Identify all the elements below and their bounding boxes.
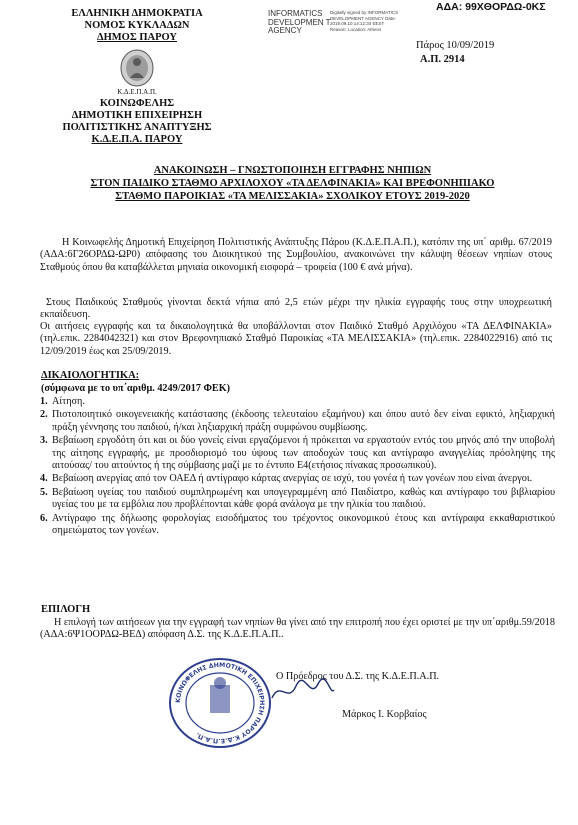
issuer-header — [52, 8, 222, 146]
list-item-text: Πιστοποιητικό οικογενειακής κατάστασης (έκδοσης τελευταίου εξαμήνου) και όπου αυτό δεν είναι εφικτό, ληξιαρχική πράξη γέννησης του παιδιού, ή/και ληξιαρχική πράξη συμφώνου συμβίωσης. — [52, 409, 555, 433]
list-item-text: Βεβαίωση ανεργίας από τον ΟΑΕΔ ή αντίγραφο κάρτας ανεργίας σε ισχύ, του γονέα ή των γονέων που είναι άνεργοι. — [52, 473, 533, 485]
list-item — [40, 513, 555, 538]
list-item-text: Αντίγραφο της δήλωσης φορολογίας εισοδήματος του τρέχοντος οικονομικού έτους και αντίγραφα εκκαθαριστικού σημειώματος των γονέων. — [52, 512, 555, 537]
protocol-number: Α.Π. 2914 — [420, 54, 465, 65]
list-item-number: 5. — [40, 486, 48, 498]
list-item-text: Βεβαίωση εργοδότη ότι και οι δύο γονείς είναι εργαζόμενοι ή πρόκειται να εργαστούν εντός του μηνός από την υποβολή της αίτησης εγγραφής, με προσδιορισμό του ύψους των αποδοχών τους και αντίγραφο αναγγελίας πρόσληψης της αιτούσας/ του αιτούντος ή της σύμβασης μαζί με το έντυπο Ε4(ετήσιος πίνακας προσωπικού). — [52, 435, 555, 472]
kedap-emblem-icon — [118, 48, 156, 88]
official-stamp-icon — [164, 655, 276, 751]
paragraph-submission: Οι αιτήσεις εγγραφής και τα δικαιολογητικά θα υποβάλλονται στον Παιδικό Σταθμό Αρχιλόχου «ΤΑ ΔΕΛΦΙΝΑΚΙΑ» (τηλ.επικ. 2284042321) και στον Βρεφονηπιακό Σταθμό Παροικίας «ΤΑ ΜΕΛΙΣΣΑΚΙΑ» (τηλ.επικ. 2284022916) από τις 12/09/2019 έως και 25/09/2019. — [40, 321, 552, 357]
document-date: Πάρος 10/09/2019 — [416, 40, 495, 51]
org-line-3: ΠΟΛΙΤΙΣΤΙΚΗΣ ΑΝΑΠΤΥΞΗΣ — [62, 122, 212, 133]
list-item — [40, 473, 555, 485]
list-item-number: 3. — [40, 435, 48, 447]
list-item-number: 6. — [40, 512, 48, 524]
header-line-1: ΕΛΛΗΝΙΚΗ ΔΗΜΟΚΡΑΤΙΑ — [71, 8, 203, 19]
list-item-number: 4. — [40, 473, 48, 485]
list-item-text: Βεβαίωση υγείας του παιδιού συμπληρωμένη και υπογεγραμμένη από Παιδίατρο, καθώς και αντίγραφο του βιβλιαρίου υγείας του με τα εμβόλια που προβλέπονται κάθε φορά ανάλογα με την ηλικία του παιδιού. — [52, 486, 555, 511]
list-item-number: 2. — [40, 409, 48, 421]
title-line-3: ΣΤΑΘΜΟ ΠΑΡΟΙΚΙΑΣ «ΤΑ ΜΕΛΙΣΣΑΚΙΑ» ΣΧΟΛΙΚΟΥ ΕΤΟΥΣ 2019-2020 — [115, 191, 470, 202]
requirements-subheading: (σύμφωνα με το υπ΄αριθμ. 4249/2017 ΦΕΚ) — [41, 383, 231, 394]
org-short: Κ.Δ.Ε.Π.Α. ΠΑΡΟΥ — [91, 134, 183, 145]
list-item-text: Αίτηση. — [52, 396, 85, 407]
paragraph-ages: Στους Παιδικούς Σταθμούς γίνονται δεκτά νήπια από 2,5 ετών μέχρι την ηλικία εγγραφής τους στην υποχρεωτική εκπαίδευση. — [40, 297, 552, 321]
header-line-2: ΝΟΜΟΣ ΚΥΚΛΑΔΩΝ — [84, 20, 190, 31]
list-item-number: 1. — [40, 396, 48, 407]
org-line-2: ΔΗΜΟΤΙΚΗ ΕΠΙΧΕΙΡΗΣΗ — [71, 110, 203, 121]
list-item — [40, 435, 555, 472]
header-line-3: ΔΗΜΟΣ ΠΑΡΟΥ — [97, 32, 177, 43]
emblem-caption: Κ.Δ.Ε.Π.Α.Π. — [117, 88, 157, 96]
digital-signature-details: Digitally signed by INFORMATICS DEVELOPMENT AGENCY Date: 2019.09.10 14:12:34 EEST Reason: Location: Athens — [330, 10, 399, 32]
requirements-heading: ΔΙΚΑΙΟΛΟΓΗΤΙΚΑ: — [41, 370, 140, 381]
ada-code: ΑΔΑ: 99ΧΘΟΡΔΩ-0ΚΣ — [436, 1, 546, 13]
paragraph-intro: Η Κοινωφελής Δημοτική Επιχείρηση Πολιτιστικής Ανάπτυξης Πάρου (Κ.Δ.Ε.Π.Α.Π.), κατόπιν της υπ΄ αριθμ. 67/2019 (ΑΔΑ:6Γ26ΟΡΔΩ-ΩΡ0) απόφασης του Διοικητικού της Συμβουλίου, ανακοινώνει την κάλυψη θέσεων νηπίων στους Σταθμούς όπου θα καταβάλλεται μηνιαία οικονομική εισφορά – τροφεία (100 € ανά μήνα). — [40, 237, 552, 273]
handwritten-signature-icon — [268, 676, 338, 706]
list-item — [40, 409, 555, 434]
selection-heading: ΕΠΙΛΟΓΗ — [41, 604, 91, 615]
digital-signature — [268, 10, 398, 36]
title-line-2: ΣΤΟΝ ΠΑΙΔΙΚΟ ΣΤΑΘΜΟ ΑΡΧΙΛΟΧΟΥ «ΤΑ ΔΕΛΦΙΝΑΚΙΑ» ΚΑΙ ΒΡΕΦΟΝΗΠΙΑΚΟ — [90, 178, 495, 189]
title-line-1: ΑΝΑΚΟΙΝΩΣΗ – ΓΝΩΣΤΟΠΟΙΗΣΗ ΕΓΓΡΑΦΗΣ ΝΗΠΙΩΝ — [153, 165, 432, 176]
signatory-name: Μάρκος Ι. Κορβαίος — [342, 709, 427, 720]
requirements-list — [40, 396, 555, 538]
digital-signature-org: INFORMATICS DEVELOPMEN T AGENCY — [268, 9, 331, 35]
list-item — [40, 487, 555, 512]
stamp-ring-text: ΚΟΙΝΩΦΕΛΗΣ ΔΗΜΟΤΙΚΗ ΕΠΙΧΕΙΡΗΣΗ ΠΑΡΟΥ Κ.Δ.Ε.Π.Α.Π. — [174, 661, 266, 745]
list-item — [40, 396, 555, 408]
selection-text: Η επιλογή των αιτήσεων για την εγγραφή των νηπίων θα γίνει από την επιτροπή που έχει οριστεί με την υπ΄αριθμ.59/2018 (ΑΔΑ:6Ψ1ΟΟΡΔΩ-ΒΕΔ) απόφαση Δ.Σ. της Κ.Δ.Ε.Π.Α.Π.. — [40, 617, 555, 641]
org-line-1: ΚΟΙΝΩΦΕΛΗΣ — [99, 98, 175, 109]
announcement-title — [30, 164, 555, 203]
signatory-role: Ο Πρόεδρος του Δ.Σ. της Κ.Δ.Ε.Π.Α.Π. — [276, 671, 440, 682]
